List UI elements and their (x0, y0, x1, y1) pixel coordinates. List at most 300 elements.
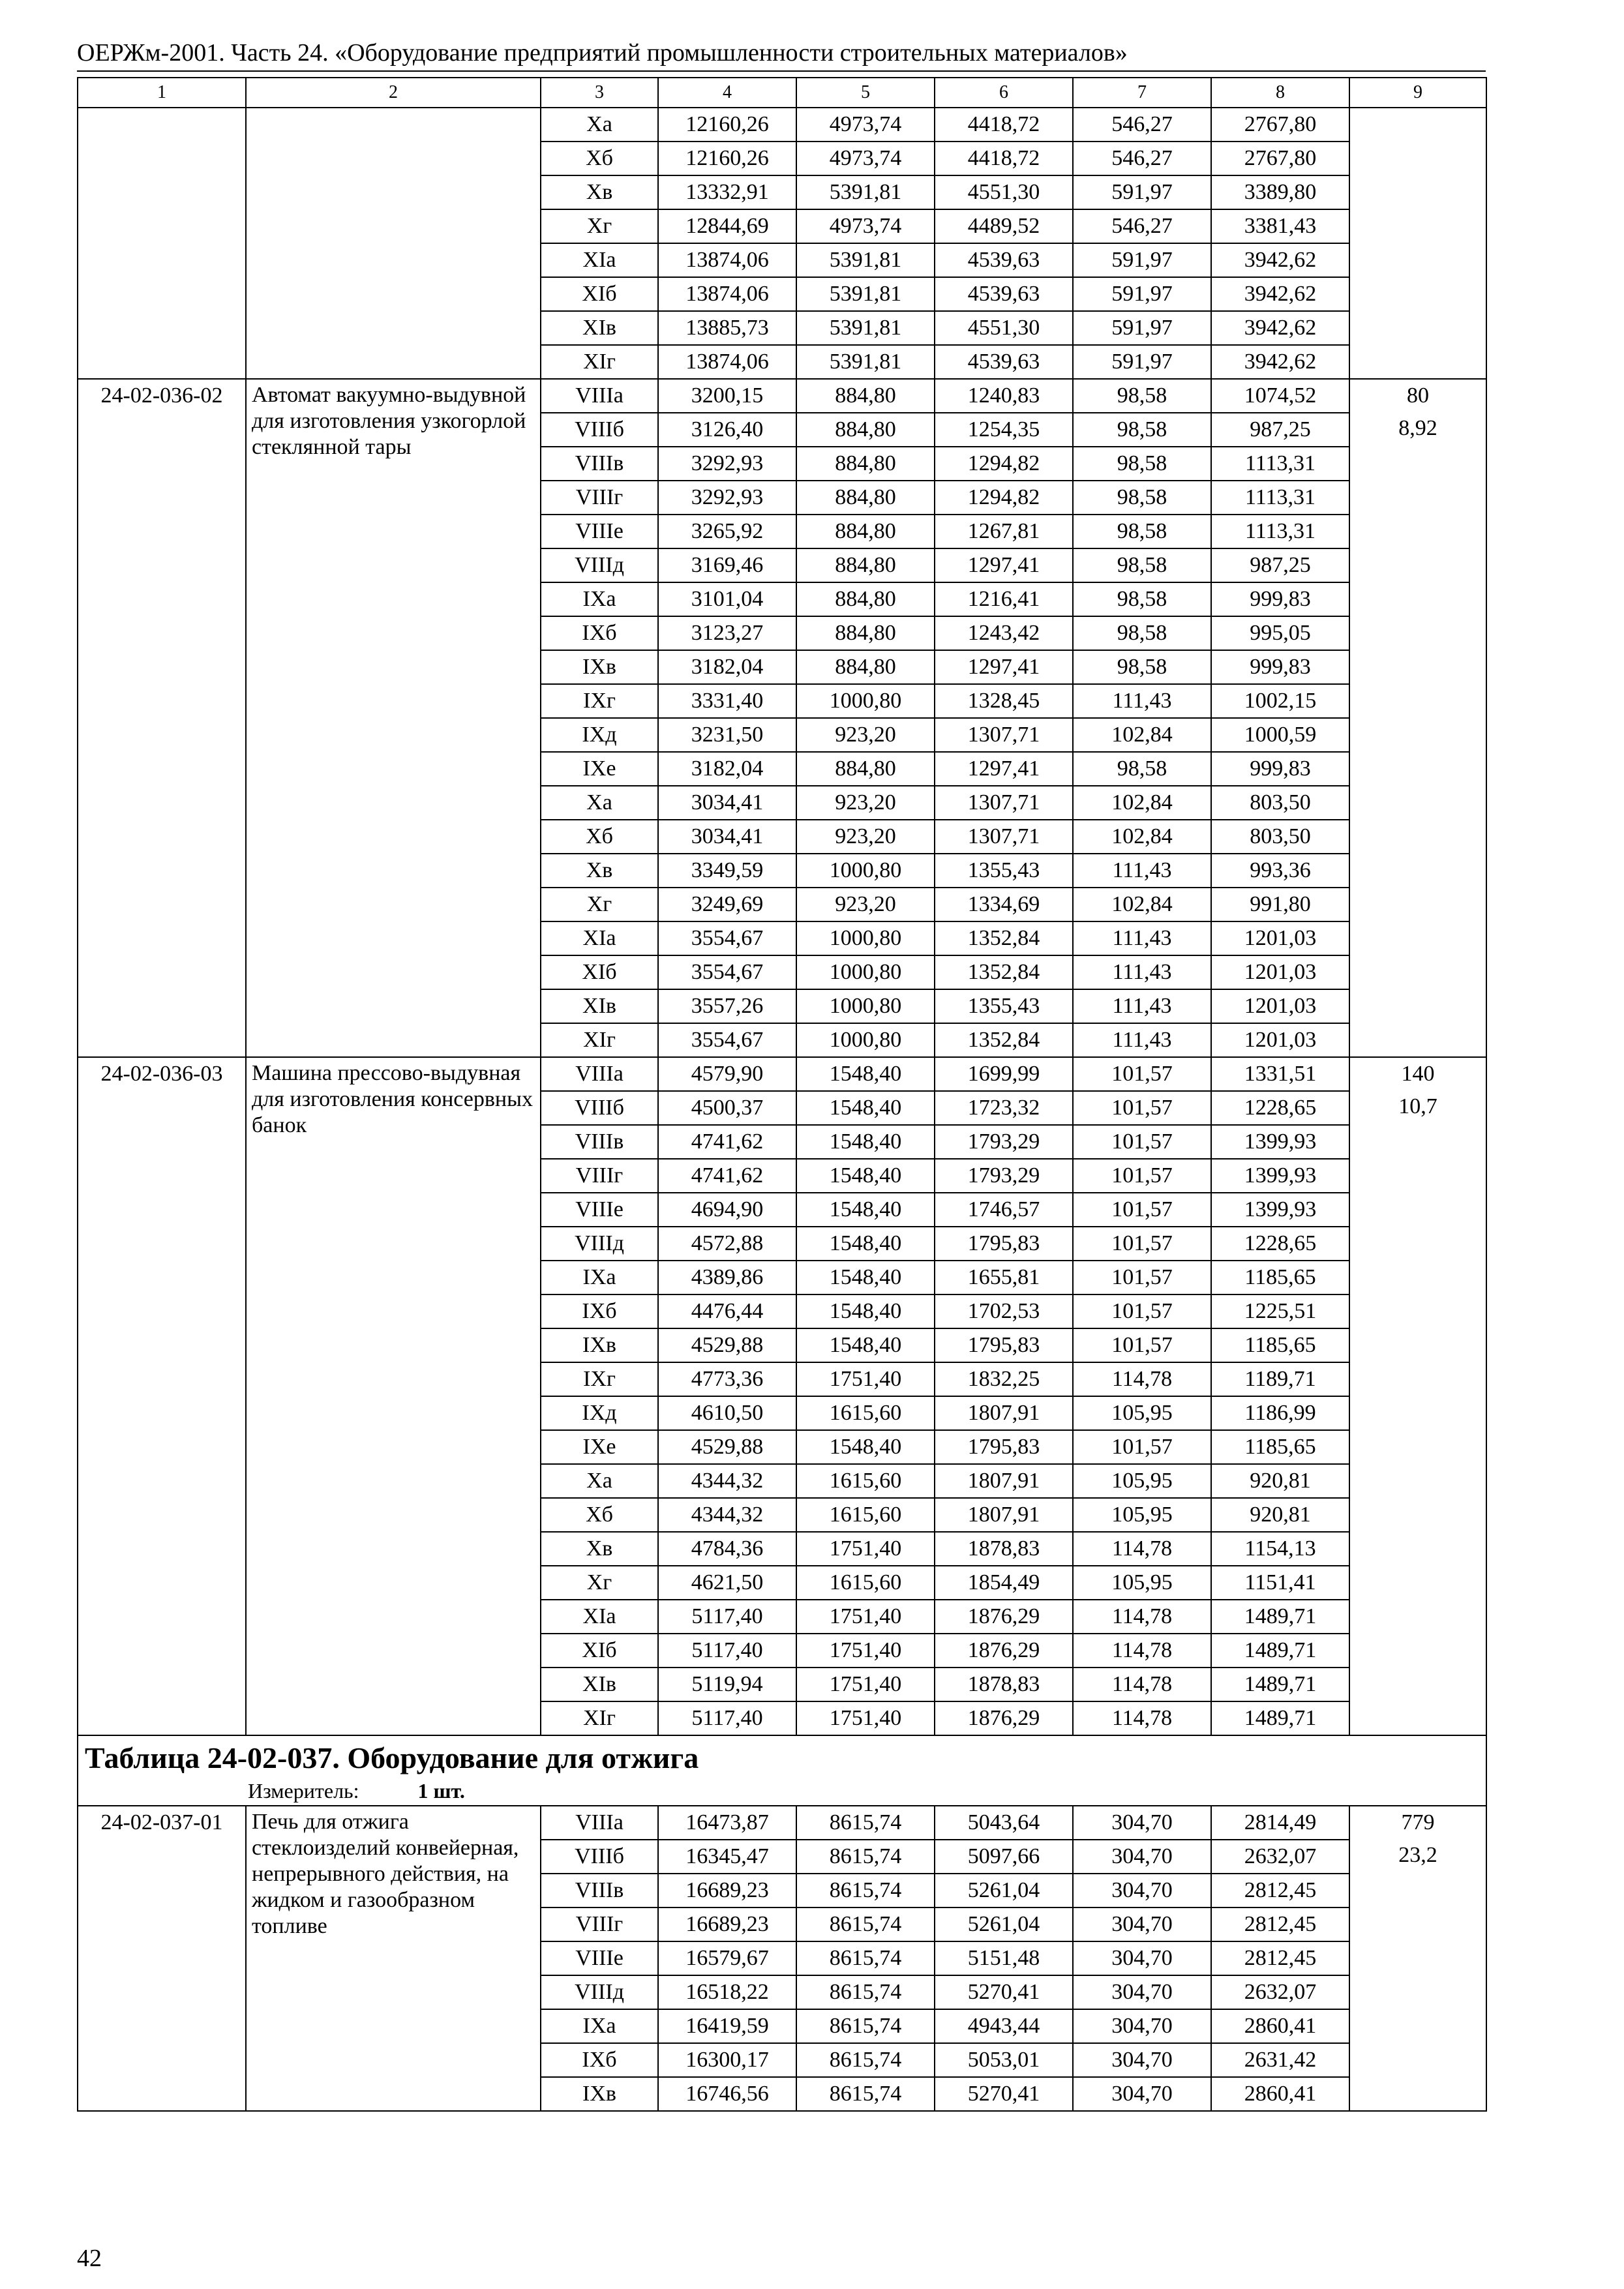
price-value: 1002,15 (1211, 684, 1349, 718)
equipment-class: Xa (541, 1464, 658, 1498)
price-value: 1751,40 (796, 1701, 935, 1735)
price-value: 591,97 (1073, 175, 1211, 209)
price-value: 16345,47 (658, 1840, 796, 1874)
equipment-class: IXa (541, 582, 658, 616)
price-value: 1000,80 (796, 989, 935, 1023)
price-value: 1548,40 (796, 1328, 935, 1362)
price-value: 987,25 (1211, 548, 1349, 582)
price-value: 16419,59 (658, 2009, 796, 2043)
price-value: 4973,74 (796, 108, 935, 142)
price-value: 1352,84 (935, 955, 1073, 989)
price-value: 4579,90 (658, 1057, 796, 1091)
column-number: 2 (246, 78, 541, 108)
equipment-class: Xa (541, 786, 658, 820)
equipment-class: VIIIa (541, 379, 658, 413)
price-value: 546,27 (1073, 209, 1211, 243)
price-value: 3942,62 (1211, 311, 1349, 345)
price-value: 4621,50 (658, 1566, 796, 1600)
equipment-class: Xб (541, 1498, 658, 1532)
price-value: 2767,80 (1211, 142, 1349, 175)
price-value: 101,57 (1073, 1091, 1211, 1125)
measure-label: Измеритель: (248, 1779, 359, 1803)
price-value: 4389,86 (658, 1261, 796, 1294)
price-value: 1000,59 (1211, 718, 1349, 752)
price-value: 101,57 (1073, 1294, 1211, 1328)
price-value: 1307,71 (935, 786, 1073, 820)
price-value: 5391,81 (796, 345, 935, 379)
price-value: 4529,88 (658, 1328, 796, 1362)
price-value: 13874,06 (658, 243, 796, 277)
price-value: 1548,40 (796, 1294, 935, 1328)
price-value: 111,43 (1073, 684, 1211, 718)
equipment-class: VIIIе (541, 1193, 658, 1227)
price-value: 3349,59 (658, 854, 796, 888)
price-value: 2812,45 (1211, 1908, 1349, 1941)
price-value: 1352,84 (935, 921, 1073, 955)
price-value: 1307,71 (935, 820, 1073, 854)
price-value: 13332,91 (658, 175, 796, 209)
equipment-class: IXa (541, 2009, 658, 2043)
price-value: 1399,93 (1211, 1193, 1349, 1227)
equipment-class: XIб (541, 277, 658, 311)
price-value: 884,80 (796, 582, 935, 616)
price-value: 1201,03 (1211, 955, 1349, 989)
price-value: 4476,44 (658, 1294, 796, 1328)
equipment-class: VIIIе (541, 1941, 658, 1975)
table-caption (78, 1735, 1486, 1806)
price-value: 1297,41 (935, 548, 1073, 582)
price-value: 1189,71 (1211, 1362, 1349, 1396)
price-value: 1615,60 (796, 1566, 935, 1600)
price-value: 3381,43 (1211, 209, 1349, 243)
price-value: 1702,53 (935, 1294, 1073, 1328)
price-value: 102,84 (1073, 820, 1211, 854)
price-value: 5270,41 (935, 1975, 1073, 2009)
price-value: 4610,50 (658, 1396, 796, 1430)
price-value: 5117,40 (658, 1701, 796, 1735)
equipment-class: Xa (541, 108, 658, 142)
price-value: 105,95 (1073, 1396, 1211, 1430)
price-value: 4418,72 (935, 108, 1073, 142)
price-value: 2860,41 (1211, 2009, 1349, 2043)
price-value: 98,58 (1073, 650, 1211, 684)
price-value: 987,25 (1211, 413, 1349, 447)
price-value: 4973,74 (796, 209, 935, 243)
price-value: 5151,48 (935, 1941, 1073, 1975)
price-value: 98,58 (1073, 379, 1211, 413)
resource-code: 24-02-036-02 (78, 379, 246, 1057)
price-value: 1000,80 (796, 921, 935, 955)
price-value: 3389,80 (1211, 175, 1349, 209)
price-value: 13885,73 (658, 311, 796, 345)
price-value: 304,70 (1073, 1840, 1211, 1874)
price-value: 13874,06 (658, 277, 796, 311)
price-value: 1355,43 (935, 989, 1073, 1023)
price-value: 13874,06 (658, 345, 796, 379)
price-value: 114,78 (1073, 1362, 1211, 1396)
price-value: 1243,42 (935, 616, 1073, 650)
price-value: 5391,81 (796, 277, 935, 311)
price-value: 1615,60 (796, 1396, 935, 1430)
price-value: 1489,71 (1211, 1600, 1349, 1634)
price-value: 4551,30 (935, 311, 1073, 345)
price-value: 3557,26 (658, 989, 796, 1023)
price-value: 4418,72 (935, 142, 1073, 175)
equipment-class: IXб (541, 1294, 658, 1328)
price-value: 591,97 (1073, 277, 1211, 311)
price-value: 5097,66 (935, 1840, 1073, 1874)
price-value: 16473,87 (658, 1806, 796, 1840)
price-value: 1615,60 (796, 1464, 935, 1498)
price-value: 98,58 (1073, 515, 1211, 548)
col9-values (1349, 1057, 1486, 1735)
price-value: 101,57 (1073, 1125, 1211, 1159)
price-value: 12160,26 (658, 108, 796, 142)
price-value: 3554,67 (658, 1023, 796, 1057)
equipment-class: IXд (541, 1396, 658, 1430)
equipment-class: IXб (541, 2043, 658, 2077)
price-value: 1185,65 (1211, 1328, 1349, 1362)
column-number: 5 (796, 78, 935, 108)
price-value: 3200,15 (658, 379, 796, 413)
price-value: 884,80 (796, 616, 935, 650)
price-value: 1201,03 (1211, 921, 1349, 955)
price-value: 3182,04 (658, 650, 796, 684)
col9-values (1349, 108, 1486, 379)
price-value: 1225,51 (1211, 1294, 1349, 1328)
price-value: 4943,44 (935, 2009, 1073, 2043)
price-value: 8615,74 (796, 2043, 935, 2077)
equipment-class: IXв (541, 650, 658, 684)
equipment-class: VIIIб (541, 1840, 658, 1874)
equipment-class: VIIIв (541, 1874, 658, 1908)
column-number-row (78, 78, 1486, 108)
price-value: 5117,40 (658, 1634, 796, 1668)
equipment-class: XIa (541, 1600, 658, 1634)
price-value: 304,70 (1073, 2009, 1211, 2043)
price-value: 2632,07 (1211, 1840, 1349, 1874)
price-value: 1548,40 (796, 1193, 935, 1227)
price-value: 803,50 (1211, 786, 1349, 820)
price-value: 2812,45 (1211, 1874, 1349, 1908)
price-value: 1185,65 (1211, 1261, 1349, 1294)
equipment-class: IXе (541, 1430, 658, 1464)
price-value: 102,84 (1073, 718, 1211, 752)
price-value: 5270,41 (935, 2077, 1073, 2111)
table-body (78, 78, 1486, 2111)
price-value: 1355,43 (935, 854, 1073, 888)
equipment-class: VIIIе (541, 515, 658, 548)
equipment-class: Xг (541, 888, 658, 921)
price-value: 2767,80 (1211, 108, 1349, 142)
equipment-class: XIa (541, 921, 658, 955)
price-value: 101,57 (1073, 1430, 1211, 1464)
price-value: 995,05 (1211, 616, 1349, 650)
price-value: 1548,40 (796, 1057, 935, 1091)
price-value: 1795,83 (935, 1227, 1073, 1261)
price-value: 101,57 (1073, 1227, 1211, 1261)
price-value: 991,80 (1211, 888, 1349, 921)
table-row (78, 1806, 1486, 1840)
price-value: 1294,82 (935, 447, 1073, 481)
price-value: 993,36 (1211, 854, 1349, 888)
price-value: 4773,36 (658, 1362, 796, 1396)
price-value: 1000,80 (796, 1023, 935, 1057)
price-value: 884,80 (796, 413, 935, 447)
price-value: 1201,03 (1211, 989, 1349, 1023)
column-number: 6 (935, 78, 1073, 108)
equipment-class: XIг (541, 1023, 658, 1057)
price-value: 546,27 (1073, 142, 1211, 175)
equipment-class: Xг (541, 209, 658, 243)
price-value: 923,20 (796, 888, 935, 921)
price-value: 304,70 (1073, 1941, 1211, 1975)
equipment-class: IXб (541, 616, 658, 650)
price-value: 105,95 (1073, 1498, 1211, 1532)
measure-line (85, 1778, 1479, 1804)
price-value: 98,58 (1073, 548, 1211, 582)
price-value: 16746,56 (658, 2077, 796, 2111)
price-value: 3169,46 (658, 548, 796, 582)
column-number: 1 (78, 78, 246, 108)
price-value: 1807,91 (935, 1498, 1073, 1532)
price-value: 304,70 (1073, 1874, 1211, 1908)
price-value: 101,57 (1073, 1193, 1211, 1227)
price-value: 102,84 (1073, 786, 1211, 820)
equipment-class: XIг (541, 345, 658, 379)
equipment-class: Xв (541, 854, 658, 888)
price-value: 105,95 (1073, 1464, 1211, 1498)
price-value: 1876,29 (935, 1600, 1073, 1634)
price-value: 884,80 (796, 481, 935, 515)
price-value: 3554,67 (658, 955, 796, 989)
price-value: 8615,74 (796, 2077, 935, 2111)
equipment-class: XIв (541, 311, 658, 345)
price-value: 1489,71 (1211, 1634, 1349, 1668)
equipment-name: Печь для отжига стеклоизделий конвейерная, непрерывного действия, на жидком и газообразном топливе (246, 1806, 541, 2111)
equipment-name: Машина прессово-выдувная для изготовления консервных банок (246, 1057, 541, 1735)
price-value: 2812,45 (1211, 1941, 1349, 1975)
equipment-class: Xб (541, 142, 658, 175)
price-value: 1216,41 (935, 582, 1073, 616)
price-value: 4500,37 (658, 1091, 796, 1125)
price-value: 101,57 (1073, 1328, 1211, 1362)
price-value: 3265,92 (658, 515, 796, 548)
price-value: 1832,25 (935, 1362, 1073, 1396)
price-value: 5261,04 (935, 1874, 1073, 1908)
price-value: 1854,49 (935, 1566, 1073, 1600)
price-value: 111,43 (1073, 989, 1211, 1023)
price-value: 98,58 (1073, 481, 1211, 515)
price-value: 4344,32 (658, 1498, 796, 1532)
equipment-class: XIв (541, 989, 658, 1023)
price-value: 4572,88 (658, 1227, 796, 1261)
price-value: 1399,93 (1211, 1159, 1349, 1193)
col9-value: 23,2 (1398, 1843, 1437, 1867)
equipment-class: VIIIв (541, 1125, 658, 1159)
equipment-class: IXд (541, 718, 658, 752)
price-value: 5391,81 (796, 175, 935, 209)
price-value: 114,78 (1073, 1532, 1211, 1566)
equipment-class: IXв (541, 2077, 658, 2111)
price-value: 4539,63 (935, 277, 1073, 311)
equipment-class: VIIIa (541, 1806, 658, 1840)
price-value: 884,80 (796, 752, 935, 786)
price-value: 1751,40 (796, 1668, 935, 1701)
price-value: 1876,29 (935, 1701, 1073, 1735)
price-value: 591,97 (1073, 311, 1211, 345)
column-number: 7 (1073, 78, 1211, 108)
price-value: 3034,41 (658, 786, 796, 820)
price-value: 101,57 (1073, 1057, 1211, 1091)
price-value: 1240,83 (935, 379, 1073, 413)
col9-value: 10,7 (1398, 1094, 1437, 1118)
price-value: 3101,04 (658, 582, 796, 616)
equipment-name (246, 108, 541, 379)
price-value: 1878,83 (935, 1668, 1073, 1701)
price-value: 3942,62 (1211, 243, 1349, 277)
price-value: 3554,67 (658, 921, 796, 955)
col9-value: 779 (1401, 1810, 1435, 1834)
price-value: 98,58 (1073, 582, 1211, 616)
price-value: 114,78 (1073, 1668, 1211, 1701)
price-value: 4489,52 (935, 209, 1073, 243)
price-value: 1489,71 (1211, 1701, 1349, 1735)
price-value: 920,81 (1211, 1498, 1349, 1532)
price-value: 1793,29 (935, 1125, 1073, 1159)
price-value: 1307,71 (935, 718, 1073, 752)
price-value: 920,81 (1211, 1464, 1349, 1498)
price-value: 16689,23 (658, 1874, 796, 1908)
equipment-class: VIIIг (541, 1908, 658, 1941)
price-value: 1548,40 (796, 1430, 935, 1464)
price-value: 1254,35 (935, 413, 1073, 447)
price-value: 591,97 (1073, 243, 1211, 277)
price-value: 4973,74 (796, 142, 935, 175)
price-value: 1548,40 (796, 1227, 935, 1261)
price-value: 803,50 (1211, 820, 1349, 854)
price-value: 111,43 (1073, 1023, 1211, 1057)
price-value: 4551,30 (935, 175, 1073, 209)
price-value: 1548,40 (796, 1159, 935, 1193)
equipment-class: IXг (541, 1362, 658, 1396)
price-value: 4784,36 (658, 1532, 796, 1566)
price-value: 1876,29 (935, 1634, 1073, 1668)
price-value: 102,84 (1073, 888, 1211, 921)
price-value: 12160,26 (658, 142, 796, 175)
price-value: 304,70 (1073, 2077, 1211, 2111)
equipment-class: VIIIг (541, 481, 658, 515)
price-value: 3123,27 (658, 616, 796, 650)
equipment-class: VIIIa (541, 1057, 658, 1091)
price-value: 1399,93 (1211, 1125, 1349, 1159)
price-value: 1751,40 (796, 1600, 935, 1634)
price-value: 98,58 (1073, 752, 1211, 786)
equipment-class: XIв (541, 1668, 658, 1701)
price-value: 8615,74 (796, 1874, 935, 1908)
col9-value: 8,92 (1398, 416, 1437, 440)
price-value: 1113,31 (1211, 481, 1349, 515)
table-row (78, 1057, 1486, 1091)
measure-unit: 1 шт. (417, 1779, 465, 1803)
table-row (78, 379, 1486, 413)
price-value: 923,20 (796, 786, 935, 820)
price-value: 999,83 (1211, 582, 1349, 616)
price-value: 4741,62 (658, 1125, 796, 1159)
price-value: 8615,74 (796, 1941, 935, 1975)
price-value: 1201,03 (1211, 1023, 1349, 1057)
price-value: 5119,94 (658, 1668, 796, 1701)
column-number: 9 (1349, 78, 1486, 108)
price-value: 1294,82 (935, 481, 1073, 515)
price-value: 4741,62 (658, 1159, 796, 1193)
price-value: 114,78 (1073, 1600, 1211, 1634)
price-value: 3034,41 (658, 820, 796, 854)
price-value: 1878,83 (935, 1532, 1073, 1566)
price-value: 3182,04 (658, 752, 796, 786)
price-value: 111,43 (1073, 921, 1211, 955)
price-value: 1751,40 (796, 1634, 935, 1668)
price-value: 1807,91 (935, 1396, 1073, 1430)
price-value: 1751,40 (796, 1362, 935, 1396)
price-value: 1297,41 (935, 752, 1073, 786)
price-value: 1000,80 (796, 684, 935, 718)
price-value: 999,83 (1211, 752, 1349, 786)
price-value: 1548,40 (796, 1125, 935, 1159)
equipment-class: VIIIб (541, 1091, 658, 1125)
table-caption-row (78, 1735, 1486, 1806)
price-value: 304,70 (1073, 1806, 1211, 1840)
equipment-class: IXa (541, 1261, 658, 1294)
price-value: 16518,22 (658, 1975, 796, 2009)
col9-value: 80 (1407, 383, 1429, 408)
price-value: 1334,69 (935, 888, 1073, 921)
resource-code: 24-02-036-03 (78, 1057, 246, 1735)
price-value: 1548,40 (796, 1261, 935, 1294)
price-value: 1185,65 (1211, 1430, 1349, 1464)
price-value: 3126,40 (658, 413, 796, 447)
table-row (78, 108, 1486, 142)
price-table (77, 77, 1487, 2112)
price-value: 5391,81 (796, 243, 935, 277)
table-title: Таблица 24-02-037. Оборудование для отжига (85, 1741, 699, 1774)
price-value: 1228,65 (1211, 1227, 1349, 1261)
equipment-class: VIIIд (541, 548, 658, 582)
price-value: 1267,81 (935, 515, 1073, 548)
price-value: 1795,83 (935, 1430, 1073, 1464)
price-value: 101,57 (1073, 1159, 1211, 1193)
price-value: 98,58 (1073, 447, 1211, 481)
equipment-class: Xв (541, 1532, 658, 1566)
price-value: 2814,49 (1211, 1806, 1349, 1840)
price-value: 3331,40 (658, 684, 796, 718)
resource-code: 24-02-037-01 (78, 1806, 246, 2111)
price-value: 884,80 (796, 650, 935, 684)
equipment-class: IXг (541, 684, 658, 718)
price-value: 5117,40 (658, 1600, 796, 1634)
price-value: 1746,57 (935, 1193, 1073, 1227)
price-value: 4539,63 (935, 243, 1073, 277)
price-value: 923,20 (796, 820, 935, 854)
col9-value: 140 (1401, 1062, 1435, 1086)
page-header-title: ОЕРЖм-2001. Часть 24. «Оборудование предприятий промышленности строительных материалов» (77, 39, 1128, 67)
price-value: 304,70 (1073, 1975, 1211, 2009)
equipment-class: VIIIг (541, 1159, 658, 1193)
price-value: 1548,40 (796, 1091, 935, 1125)
equipment-class: IXв (541, 1328, 658, 1362)
price-value: 1489,71 (1211, 1668, 1349, 1701)
column-number: 8 (1211, 78, 1349, 108)
